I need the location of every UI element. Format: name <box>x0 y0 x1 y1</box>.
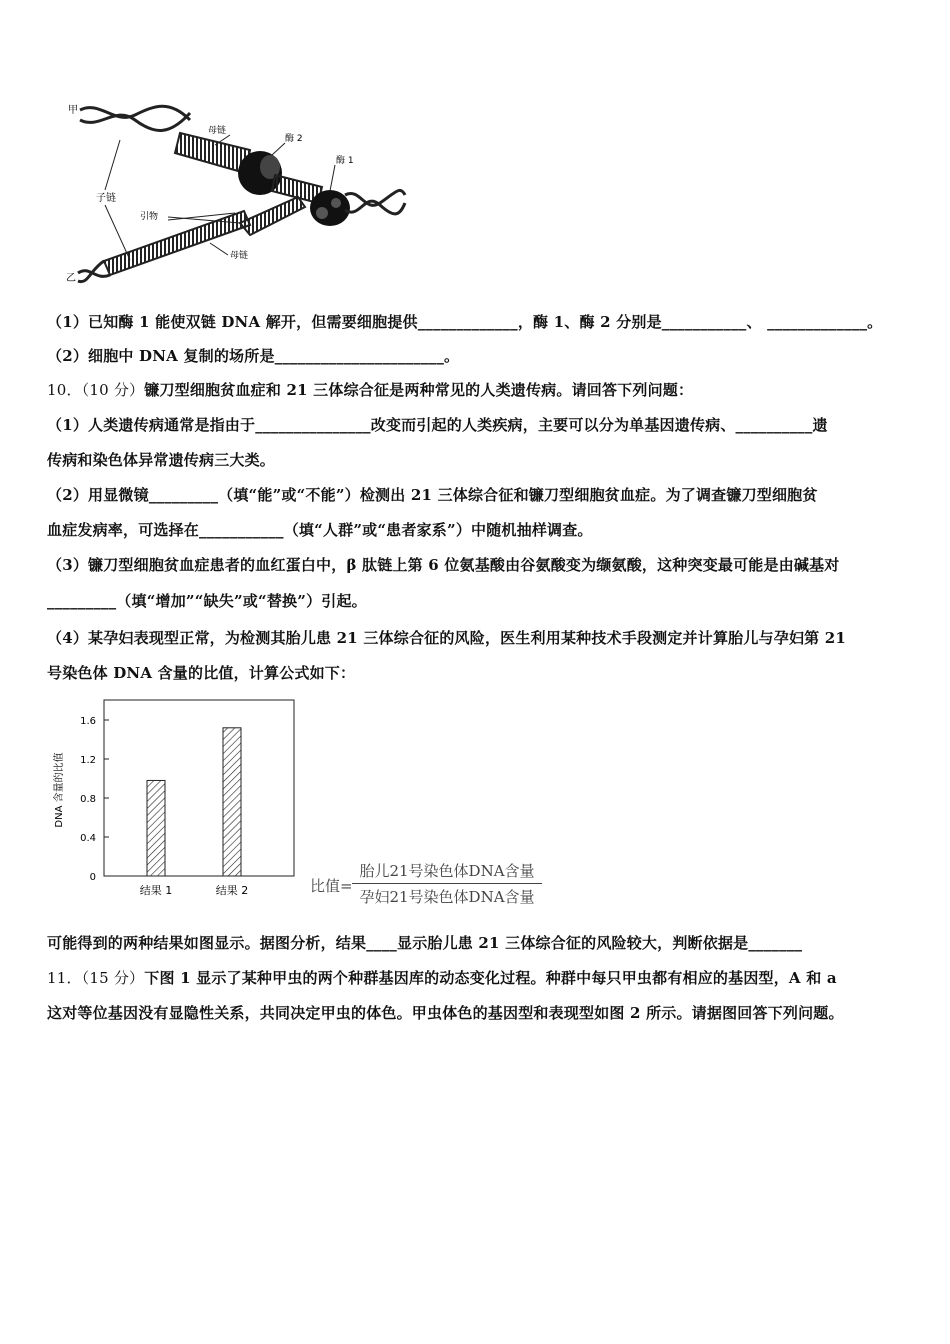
q10-part1-a: （1）人类遗传病通常是指由于_______________改变而引起的人类疾病，主要可以分为单基因遗传病、__________遗 <box>47 416 828 434</box>
label-zilian: 子链 <box>96 193 116 204</box>
q10-intro: 镰刀型细胞贫血症和 21 三体综合征是两种常见的人类遗传病。请回答下列问题： <box>144 381 694 399</box>
dna-ratio-bar-chart <box>48 695 308 910</box>
formula-numerator: 胎儿21号染色体DNA含量 <box>359 862 535 880</box>
bar-1 <box>147 780 165 876</box>
q11-text-a: 下图 1 显示了某种甲虫的两个种群基因库的动态变化过程。种群中每只甲虫都有相应的基因型，A 和 a <box>144 969 837 987</box>
dna-replication-figure <box>60 95 420 295</box>
q10-part3-a: （3）镰刀型细胞贫血症患者的血红蛋白中，β 肽链上第 6 位氨基酸由谷氨酸变为缬氨酸，这种突变最可能是由碱基对 <box>47 556 840 574</box>
bar-2 <box>223 728 241 876</box>
q10-number: 10．（10 分） <box>47 381 145 399</box>
label-mulian-top: 母链 <box>208 126 227 136</box>
x-tick-label: 结果 1 <box>139 884 173 897</box>
q10-after-chart: 可能得到的两种结果如图显示。据图分析，结果____显示胎儿患 21 三体综合征的风险较大，判断依据是_______ <box>47 934 803 952</box>
q10-part4-a: （4）某孕妇表现型正常，为检测其胎儿患 21 三体综合征的风险，医生利用某种技术手段测定并计算胎儿与孕妇第 21 <box>47 629 847 647</box>
label-mulian-bottom: 母链 <box>230 251 249 261</box>
q10-part1-b: 传病和染色体异常遗传病三大类。 <box>47 451 276 469</box>
label-yinwu: 引物 <box>140 212 159 222</box>
q10-part2-b: 血症发病率，可选择在___________（填“人群”或“患者家系”）中随机抽样调查。 <box>47 521 593 539</box>
formula-prefix: 比值= <box>310 877 353 895</box>
chart-ylabel: DNA 含量的比值 <box>54 752 65 828</box>
y-tick-label: 0.4 <box>80 833 96 844</box>
y-tick-label: 0.8 <box>80 794 96 805</box>
label-mei1: 酶 1 <box>336 156 354 166</box>
x-tick-label: 结果 2 <box>215 884 249 897</box>
y-tick-label: 1.2 <box>80 755 96 766</box>
q10-part2-a: （2）用显微镜_________（填“能”或“不能”）检测出 21 三体综合征和镰刀型细胞贫血症。为了调查镰刀型细胞贫 <box>47 486 818 504</box>
q9-part2: （2）细胞中 DNA 复制的场所是______________________。 <box>47 347 460 365</box>
label-mei2: 酶 2 <box>285 134 303 144</box>
q11-line2: 这对等位基因没有显隐性关系，共同决定甲虫的体色。甲虫体色的基因型和表现型如图 2 所示。请据图回答下列问题。 <box>47 1004 844 1022</box>
enzyme-1-shape <box>310 190 350 226</box>
y-tick-label: 0 <box>89 872 96 883</box>
q10-part4-b: 号染色体 DNA 含量的比值，计算公式如下： <box>47 664 356 682</box>
label-jia: 甲 <box>68 105 78 116</box>
q9-part1: （1）已知酶 1 能使双链 DNA 解开，但需要细胞提供_____________，酶 1、酶 2 分别是___________、 _____________。 <box>47 313 883 331</box>
y-tick-label: 1.6 <box>80 716 96 727</box>
q11-line1 <box>47 967 837 988</box>
q10-part3-b: _________（填“增加”“缺失”或“替换”）引起。 <box>47 592 367 610</box>
q11-number: 11．（15 分） <box>47 969 145 987</box>
q10-heading <box>47 379 693 400</box>
chart-frame <box>104 700 294 876</box>
label-yi: 乙 <box>66 273 76 284</box>
formula-denominator: 孕妇21号染色体DNA含量 <box>359 888 535 906</box>
